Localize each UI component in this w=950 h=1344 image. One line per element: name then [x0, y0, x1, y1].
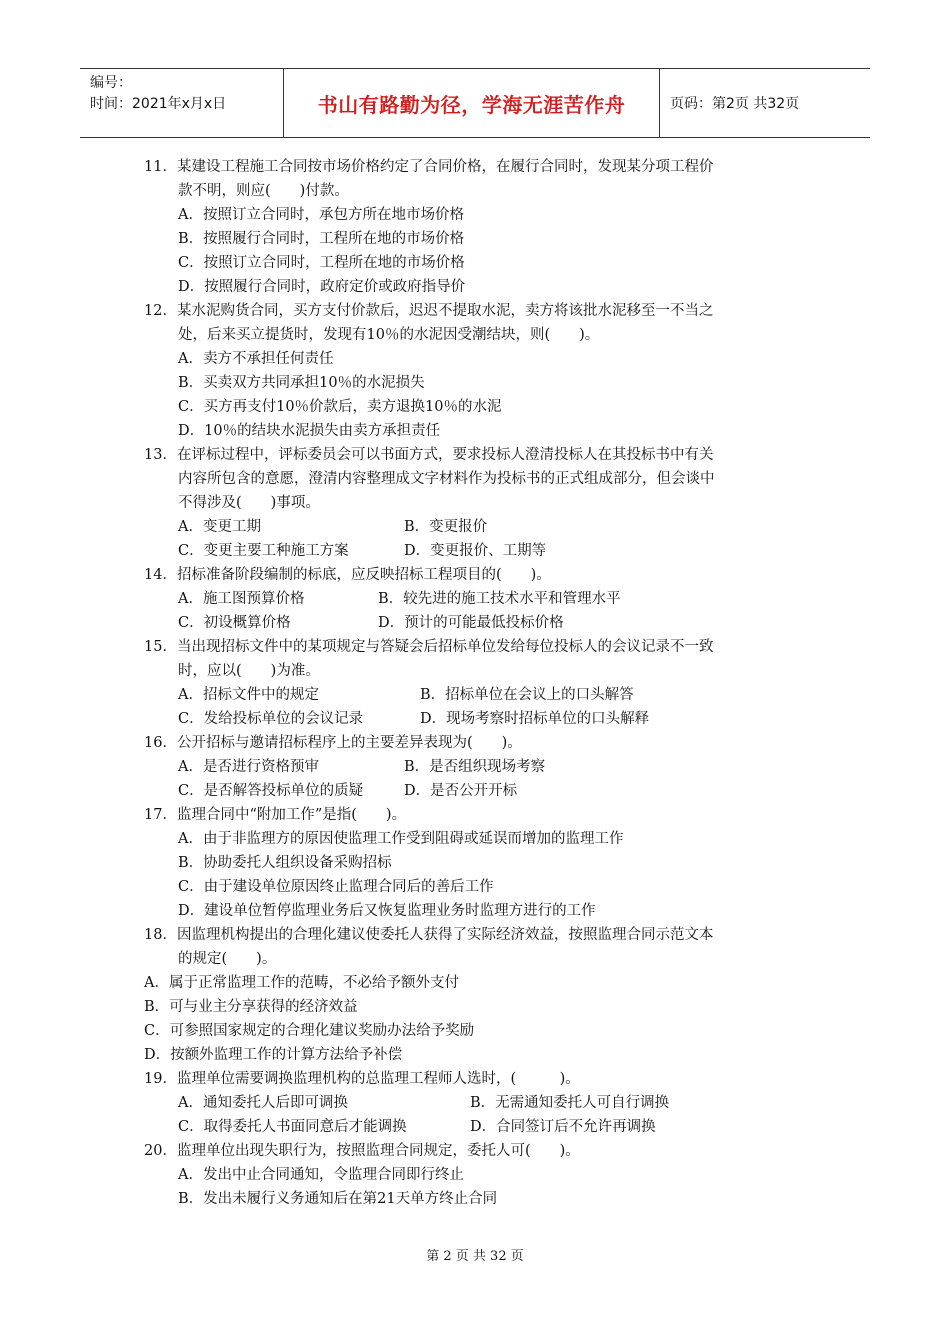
answer-option: B．较先进的施工技术水平和管理水平: [378, 591, 621, 607]
header-page-cell: [660, 69, 870, 137]
answer-option: D．是否公开开标: [404, 783, 518, 799]
answer-option: C．发给投标单位的会议记录: [178, 711, 364, 727]
question-stem-continued: 处，后来买立提货时，发现有10％的水泥因受潮结块，则( )。: [178, 327, 600, 343]
question-stem: 11．某建设工程施工合同按市场价格约定了合同价格，在履行合同时，发现某分项工程价: [144, 159, 714, 175]
answer-option-row: [0, 707, 950, 731]
answer-option: C．买方再支付10％价款后，卖方退换10％的水泥: [178, 399, 502, 415]
answer-option: A．发出中止合同通知，令监理合同即行终止: [178, 1167, 464, 1183]
answer-option: A．属于正常监理工作的范畴，不必给予额外支付: [144, 975, 459, 991]
question-stem: 12．某水泥购货合同，买方支付价款后，迟迟不提取水泥，卖方将该批水泥移至一不当之: [144, 303, 714, 319]
answer-option: C．可参照国家规定的合理化建议奖励办法给予奖励: [144, 1023, 475, 1039]
answer-option-row: [0, 683, 950, 707]
answer-option-row: [0, 611, 950, 635]
answer-option: D．变更报价、工期等: [404, 543, 547, 559]
header-motto: 书山有路勤为径，学海无涯苦作舟: [317, 92, 626, 117]
question-stem: 17．监理合同中“附加工作”是指( )。: [144, 807, 407, 823]
answer-option: A．通知委托人后即可调换: [178, 1095, 348, 1111]
answer-option: D．按额外监理工作的计算方法给予补偿: [144, 1047, 403, 1063]
answer-option: B．协助委托人组织设备采购招标: [178, 855, 392, 871]
answer-option: C．初设概算价格: [178, 615, 291, 631]
answer-option-row: [0, 515, 950, 539]
answer-option: A．是否进行资格预审: [178, 759, 319, 775]
answer-option: B．是否组织现场考察: [404, 759, 546, 775]
answer-option-row: [0, 539, 950, 563]
answer-option: A．按照订立合同时，承包方所在地市场价格: [178, 207, 464, 223]
answer-option: B．按照履行合同时，工程所在地的市场价格: [178, 231, 465, 247]
answer-option-row: [0, 779, 950, 803]
page-header: [80, 68, 870, 138]
document-date: 时间：2021年x月x日: [90, 96, 227, 112]
answer-option: C．由于建设单位原因终止监理合同后的善后工作: [178, 879, 494, 895]
answer-option: D．合同签订后不允许再调换: [470, 1119, 656, 1135]
header-meta: [80, 69, 284, 137]
header-motto-cell: [284, 69, 660, 137]
answer-option-row: [0, 1091, 950, 1115]
page-footer: 第 2 页 共 32 页: [426, 1249, 524, 1264]
answer-option: D．预计的可能最低投标价格: [378, 615, 564, 631]
answer-option: C．变更主要工种施工方案: [178, 543, 349, 559]
answer-option-row: [0, 755, 950, 779]
question-stem-continued: 的规定( )。: [178, 951, 277, 967]
question-stem-continued: 时，应以( )为准。: [178, 663, 320, 679]
answer-option: B．变更报价: [404, 519, 488, 535]
answer-option: D．建设单位暂停监理业务后又恢复监理业务时监理方进行的工作: [178, 903, 596, 919]
answer-option: A．招标文件中的规定: [178, 687, 319, 703]
answer-option: A．施工图预算价格: [178, 591, 305, 607]
header-page-info: 页码：第2页 共32页: [670, 96, 800, 112]
answer-option: B．可与业主分享获得的经济效益: [144, 999, 358, 1015]
answer-option-row: [0, 587, 950, 611]
answer-option-row: [0, 1115, 950, 1139]
question-stem: 16．公开招标与邀请招标程序上的主要差异表现为( )。: [144, 735, 522, 751]
answer-option: B．无需通知委托人可自行调换: [470, 1095, 670, 1111]
answer-option: D．现场考察时招标单位的口头解释: [420, 711, 650, 727]
question-stem-continued: 款不明，则应( )付款。: [178, 183, 349, 199]
question-stem-continued: 不得涉及( )事项。: [178, 495, 320, 511]
answer-option: B．买卖双方共同承担10％的水泥损失: [178, 375, 425, 391]
answer-option: A．卖方不承担任何责任: [178, 351, 334, 367]
question-stem: 20．监理单位出现失职行为，按照监理合同规定，委托人可( )。: [144, 1143, 580, 1159]
answer-option: B．招标单位在会议上的口头解答: [420, 687, 634, 703]
question-stem-continued: 内容所包含的意愿，澄清内容整理成文字材料作为投标书的正式组成部分，但会谈中: [178, 471, 715, 487]
question-stem: 14．招标准备阶段编制的标底，应反映招标工程项目的( )。: [144, 567, 551, 583]
question-stem: 19．监理单位需要调换监理机构的总监理工程师人选时，( )。: [144, 1071, 580, 1087]
answer-option: D．10％的结块水泥损失由卖方承担责任: [178, 423, 441, 439]
document-number-label: 编号：: [90, 75, 132, 91]
question-stem: 13．在评标过程中，评标委员会可以书面方式，要求投标人澄清投标人在其投标书中有关: [144, 447, 714, 463]
answer-option: D．按照履行合同时，政府定价或政府指导价: [178, 279, 466, 295]
answer-option: C．是否解答投标单位的质疑: [178, 783, 364, 799]
answer-option: B．发出未履行义务通知后在第21天单方终止合同: [178, 1191, 498, 1207]
answer-option: A．由于非监理方的原因使监理工作受到阻碍或延误而增加的监理工作: [178, 831, 624, 847]
answer-option: A．变更工期: [178, 519, 261, 535]
answer-option: C．按照订立合同时，工程所在地的市场价格: [178, 255, 465, 271]
answer-option: C．取得委托人书面同意后才能调换: [178, 1119, 407, 1135]
question-stem: 15．当出现招标文件中的某项规定与答疑会后招标单位发给每位投标人的会议记录不一致: [144, 639, 714, 655]
question-list: [0, 155, 950, 1211]
question-stem: 18．因监理机构提出的合理化建议使委托人获得了实际经济效益，按照监理合同示范文本: [144, 927, 714, 943]
